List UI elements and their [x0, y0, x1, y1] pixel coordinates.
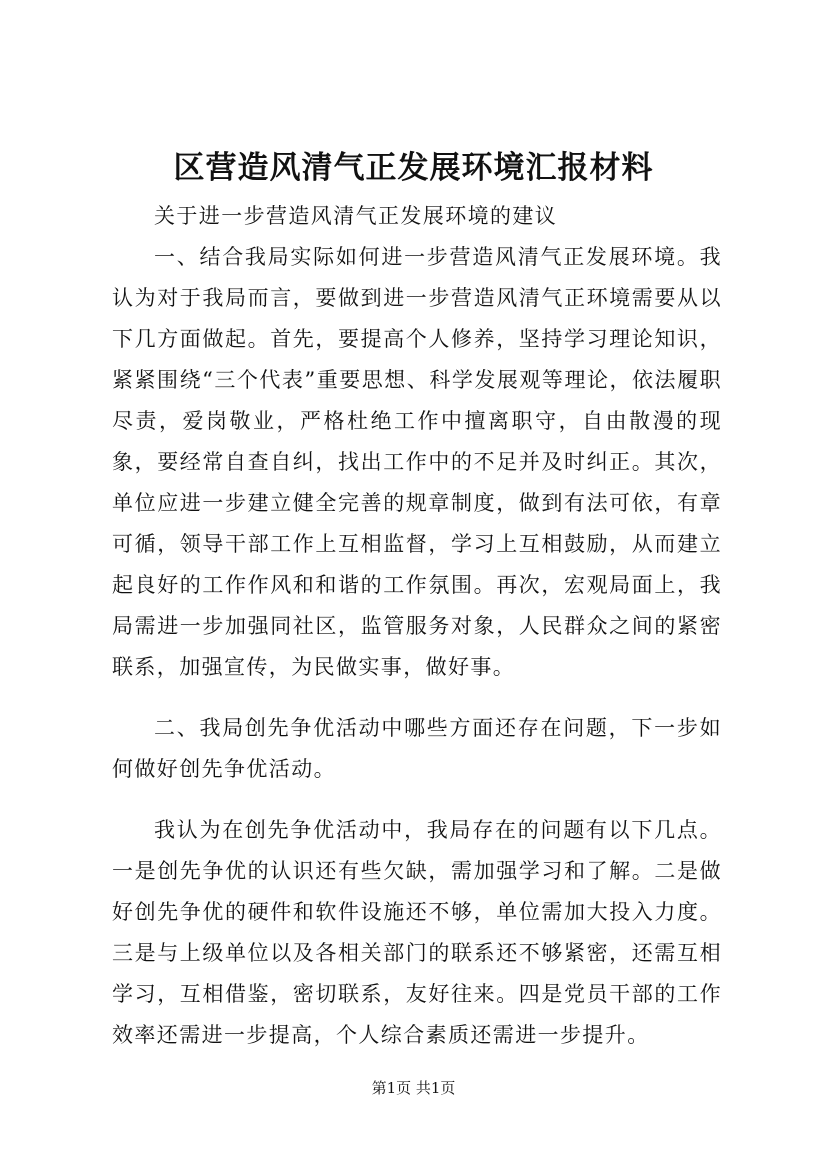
subtitle-paragraph: 关于进一步营造风清气正发展环境的建议	[154, 204, 558, 228]
page-number-footer: 第1页 共1页	[371, 1079, 456, 1097]
document-title: 区营造风清气正发展环境汇报材料	[173, 150, 654, 186]
document-body	[112, 196, 722, 1056]
body-paragraph: 二、我局创先争优活动中哪些方面还存在问题，下一步如何做好创先争优活动。	[112, 716, 722, 781]
body-paragraph: 我认为在创先争优活动中，我局存在的问题有以下几点。一是创先争优的认识还有些欠缺，需加强学习和了解。二是做好创先争优的硬件和软件设施还不够，单位需加大投入力度。三是与上级单位以及各相关部门的联系还不够紧密，还需互相学习，互相借鉴，密切联系，友好往来。四是党员干部的工作效率还需进一步提高，个人综合素质还需进一步提升。	[112, 818, 722, 1047]
body-paragraph: 一、结合我局实际如何进一步营造风清气正发展环境。我认为对于我局而言，要做到进一步营造风清气正环境需要从以下几方面做起。首先，要提高个人修养，坚持学习理论知识，紧紧围绕“三个代表”重要思想、科学发展观等理论，依法履职尽责，爱岗敬业，严格杜绝工作中擅离职守，自由散漫的现象，要经常自查自纠，找出工作中的不足并及时纠正。其次，单位应进一步建立健全完善的规章制度，做到有法可依，有章可循，领导干部工作上互相监督，学习上互相鼓励，从而建立起良好的工作作风和和谐的工作氛围。再次，宏观局面上，我局需进一步加强同社区，监管服务对象，人民群众之间的紧密联系，加强宣传，为民做实事，做好事。	[112, 245, 722, 679]
